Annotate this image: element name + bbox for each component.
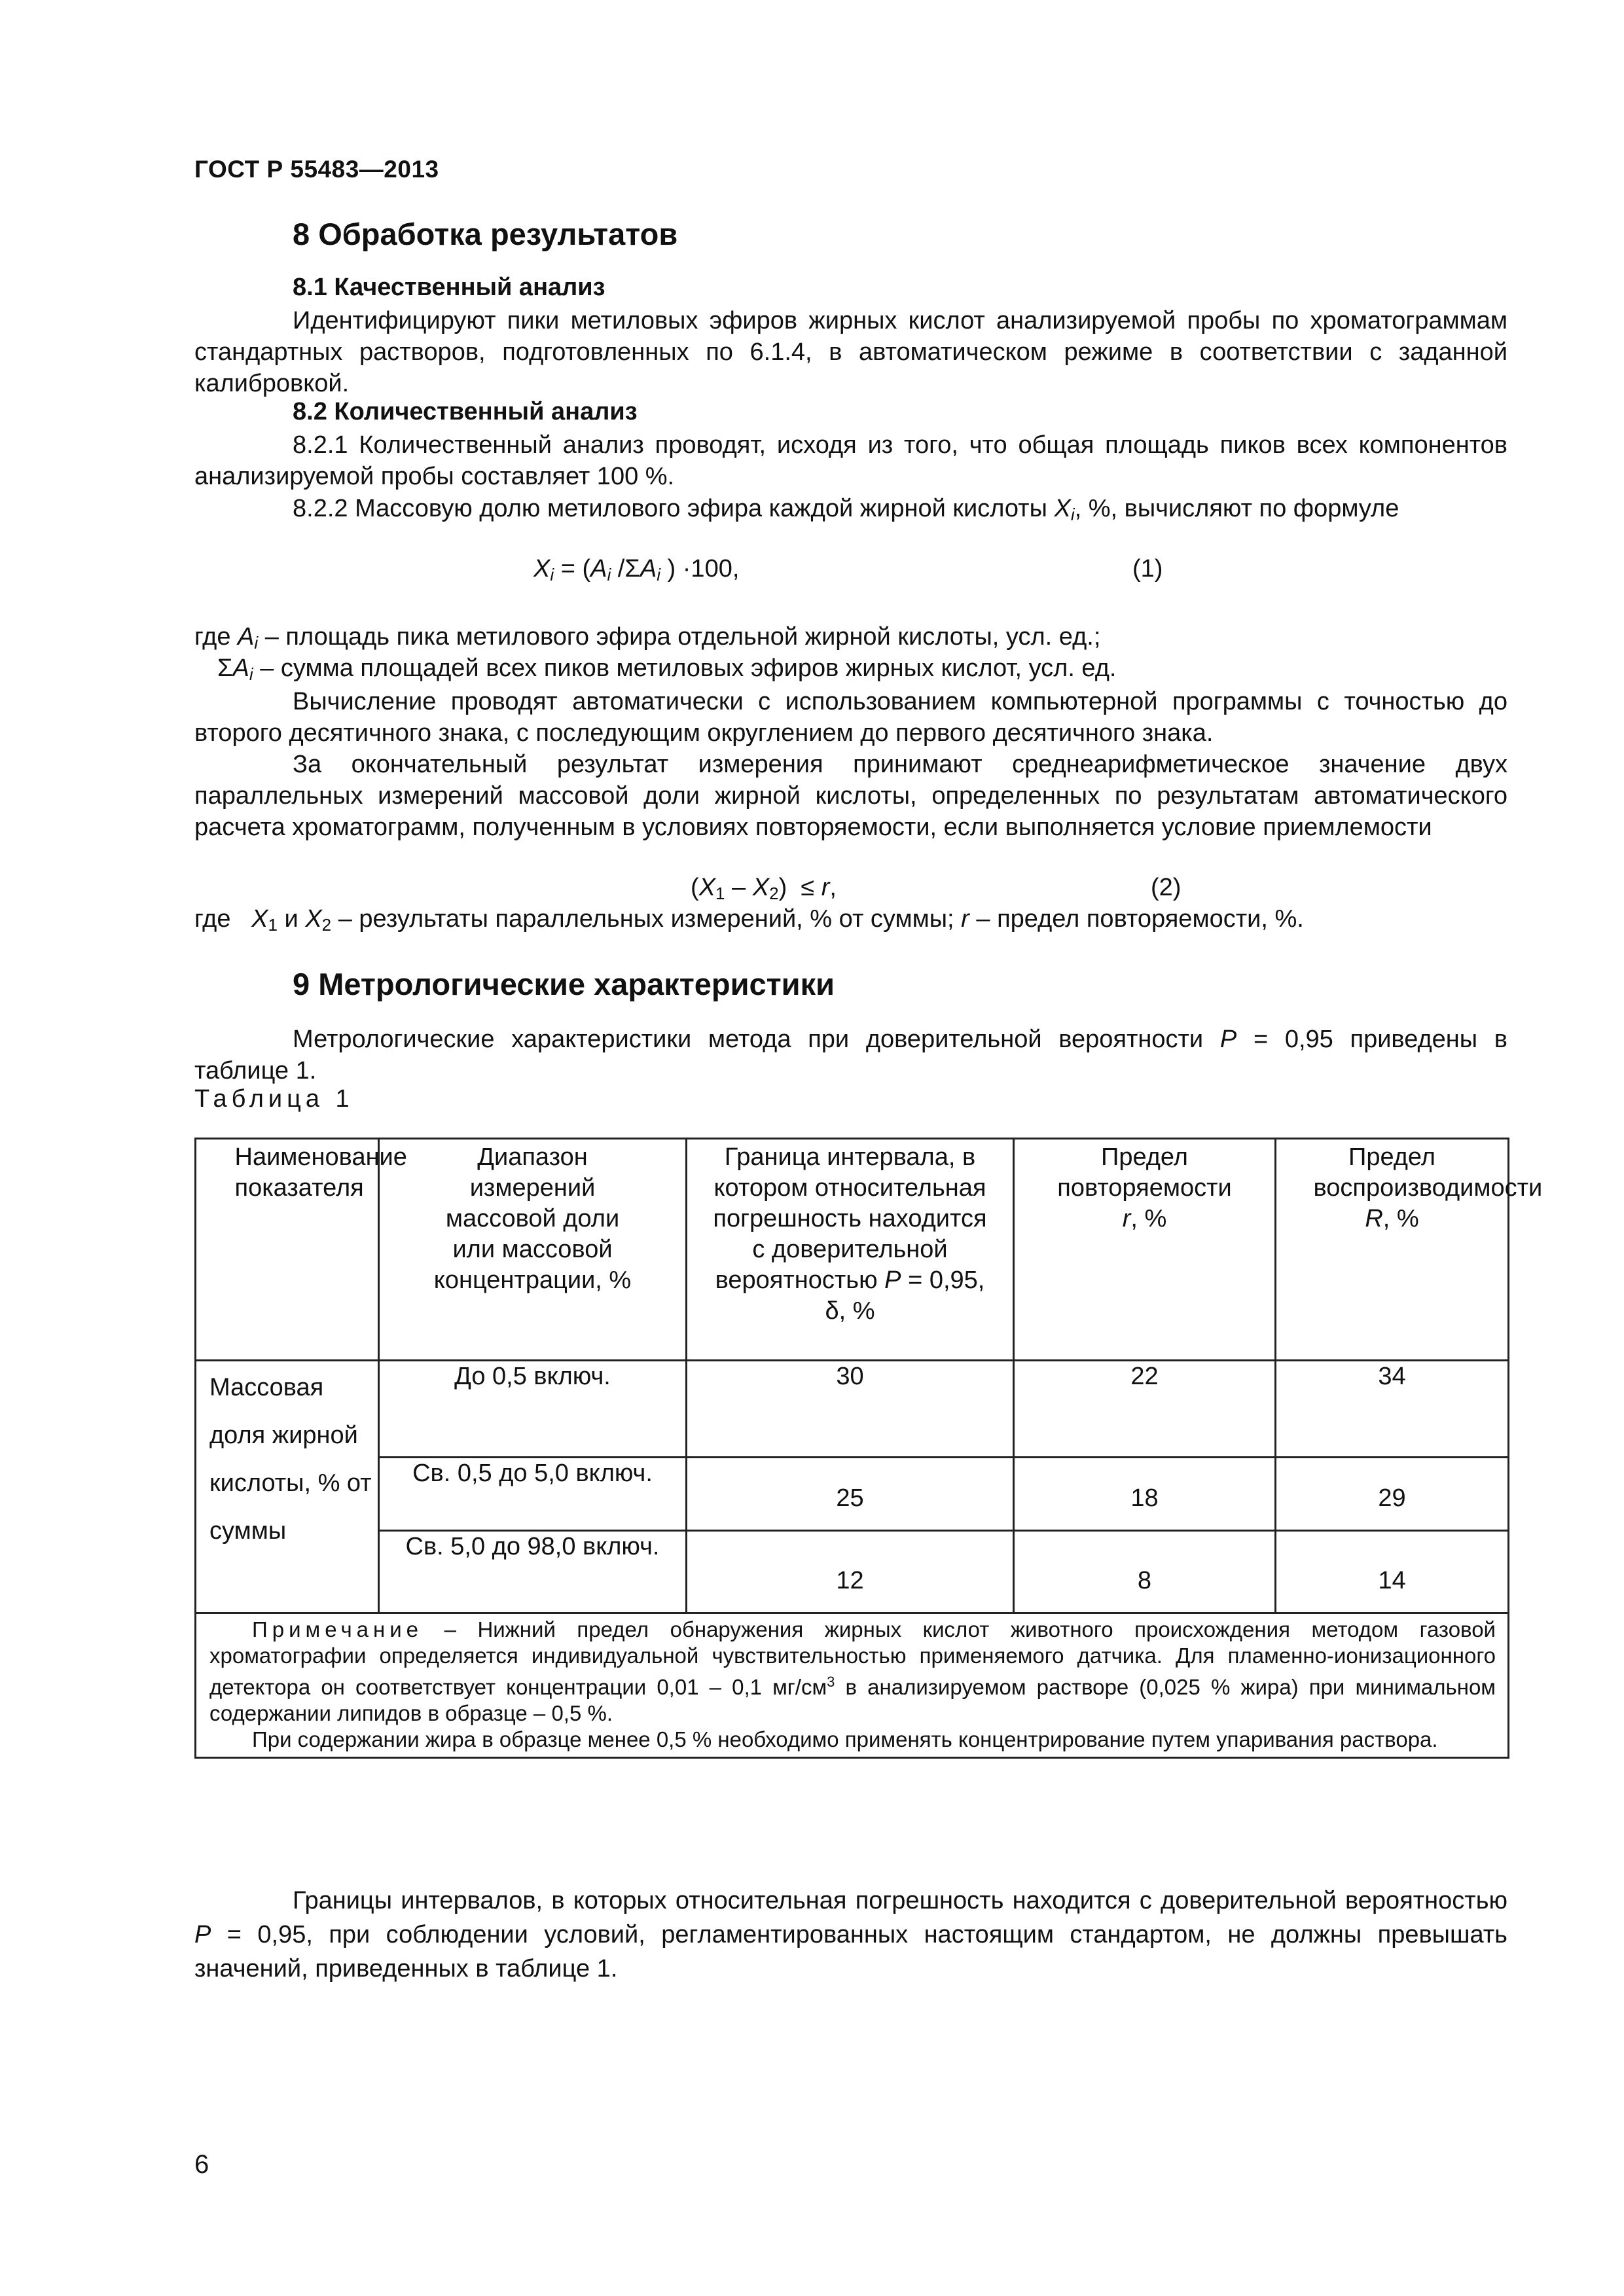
range-cell: Св. 0,5 до 5,0 включ. — [379, 1458, 687, 1531]
table-caption: Таблица 1 — [194, 1085, 354, 1113]
delta-cell: 12 — [687, 1531, 1014, 1613]
table-note-row — [196, 1613, 1509, 1758]
table-row — [196, 1458, 1509, 1531]
table-row — [196, 1531, 1509, 1613]
where-ai: где $A_i$ – площадь пика метилового эфира отдельной жирной кислоты, усл. ед.; — [194, 623, 1101, 653]
section-9-title: 9 Метрологические характеристики — [293, 967, 835, 1001]
repeatability-cell: 8 — [1014, 1531, 1276, 1613]
page-number: 6 — [194, 2150, 209, 2179]
where-sum-ai: $\Sigma A_i$ – сумма площадей всех пиков метиловых эфиров жирных кислот, усл. ед. — [217, 655, 1117, 684]
delta-cell: 30 — [687, 1361, 1014, 1458]
section-8-1-text: Идентифицируют пики метиловых эфиров жирных кислот анализируемой пробы по хроматограммам стандартных растворов, подготовленных по 6.1.4, в автоматическом режиме в соответствии с заданной калибровкой. — [194, 307, 1507, 397]
section-8-1-title: 8.1 Качественный анализ — [293, 274, 605, 301]
closing-text: Границы интервалов, в которых относительная погрешность находится с доверительной вероятностью P = 0,95, при соблюдении условий, регламентированных настоящим стандартом, не должны превышать значений, приведенных в таблице 1. — [194, 1887, 1507, 1982]
header-delta: Граница интервала, в котором относительная погрешность находится с доверительной вероятностью P = 0,95, δ, % — [687, 1139, 1014, 1361]
reproducibility-cell: 14 — [1276, 1531, 1509, 1613]
formula-1: $X_i = (A_i$ $/\Sigma A_i$ ) ·100, — [533, 555, 740, 584]
formula-1-number: (1) — [1132, 555, 1163, 583]
table-row — [196, 1361, 1509, 1458]
where-x1-x2: где $X_1$ и $X_2$ – результаты параллельных измерений, % от суммы; r – предел повторяемости, %. — [194, 905, 1304, 935]
delta-cell: 25 — [687, 1458, 1014, 1531]
range-cell: Св. 5,0 до 98,0 включ. — [379, 1531, 687, 1613]
section-8-title: 8 Обработка результатов — [293, 217, 678, 251]
reproducibility-cell: 29 — [1276, 1458, 1509, 1531]
section-8-2-title: 8.2 Количественный анализ — [293, 398, 638, 425]
header-reproducibility: Предел воспроизводимости R, % — [1276, 1139, 1509, 1361]
formula-2: $(X_1 - X_2) \le r$, — [691, 874, 837, 903]
repeatability-cell: 22 — [1014, 1361, 1276, 1458]
table-note: Примечание – Нижний предел обнаружения жирных кислот животного происхождения методом газовой хроматографии определяется индивидуальной чувствительностью применяемого датчика. Для пламенно-ионизационного детектора он соответствует концентрации 0,01 – 0,1 $мг/см^3$ в анализируемом растворе (0,025 % жира) при минимальном содержании липидов в образце – 0,5 %. При содержании жира в образце менее 0,5 % необходимо применять концентрирование путем упаривания раствора. — [196, 1613, 1509, 1758]
section-8-2-1-text: 8.2.1 Количественный анализ проводят, исходя из того, что общая площадь пиков всех компонентов анализируемой пробы составляет 100 %. — [194, 431, 1507, 490]
header-indicator: Наименование показателя — [196, 1139, 379, 1361]
repeatability-cell: 18 — [1014, 1458, 1276, 1531]
header-repeatability: Предел повторяемости r, % — [1014, 1139, 1276, 1361]
metrological-table — [194, 1138, 1543, 1759]
document-code: ГОСТ Р 55483—2013 — [194, 156, 439, 183]
section-9-intro: Метрологические характеристики метода при доверительной вероятности P = 0,95 приведены в таблице 1. — [194, 1026, 1507, 1085]
formula-2-number: (2) — [1151, 874, 1182, 901]
reproducibility-cell: 34 — [1276, 1361, 1509, 1458]
section-8-2-2-text: 8.2.2 Массовую долю метилового эфира каждой жирной кислоты $X_i$, %, вычисляют по формуле — [293, 495, 1399, 524]
calculation-text: Вычисление проводят автоматически с использованием компьютерной программы с точностью до второго десятичного знака, с последующим округлением до первого десятичного знака. — [194, 688, 1507, 747]
header-range: Диапазон измерений массовой доли или массовой концентрации, % — [379, 1139, 687, 1361]
note-label: Примечание — [252, 1617, 424, 1641]
final-result-text: За окончательный результат измерения принимают среднеарифметическое значение двух параллельных измерений массовой доли жирной кислоты, определенных по результатам автоматического расчета хроматограмм, полученным в условиях повторяемости, если выполняется условие приемлемости — [194, 751, 1507, 841]
table-header-row — [196, 1139, 1509, 1361]
range-cell: До 0,5 включ. — [379, 1361, 687, 1458]
indicator-cell: Массовая доля жирной кислоты, % от суммы — [196, 1361, 379, 1613]
